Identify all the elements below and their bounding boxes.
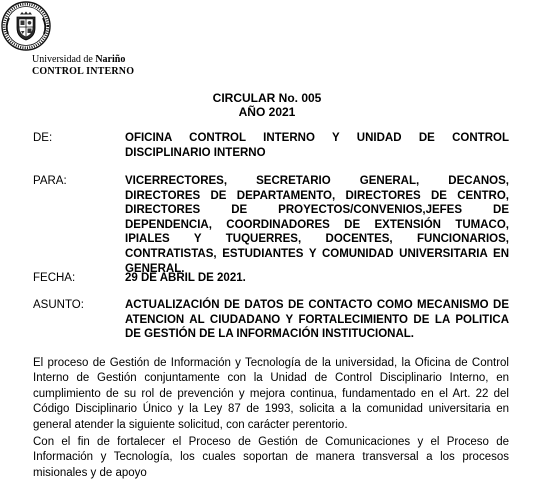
de-label: DE:: [33, 132, 53, 144]
para-value: VICERRECTORES, SECRETARIO GENERAL, DECANOS, DIRECTORES DE DEPARTAMENTO, DIRECTORES DE CENTRO, DIRECTORES DE PROYECTOS/CONVENIOS,JEFES DE DEPENDENCIA, COORDINADORES DE EXTENSIÓN TUMACO, IPIALES Y TUQUERRES, DOCENTES, FUNCIONARIOS, CONTRATISTAS, ESTUDIANTES Y COMUNIDAD UNIVERSITARIA EN GENERAL.: [125, 175, 509, 275]
office-name: CONTROL INTERNO: [32, 66, 135, 77]
circular-number: CIRCULAR No. 005: [212, 91, 322, 105]
fecha-value: 29 DE ABRIL DE 2021.: [125, 272, 246, 284]
university-seal-icon: [0, 0, 52, 52]
institution-block: [32, 54, 134, 78]
para-label: PARA:: [33, 175, 67, 187]
asunto-label: ASUNTO:: [33, 299, 84, 311]
de-value: OFICINA CONTROL INTERNO Y UNIDAD DE CONTROL DISCIPLINARIO INTERNO: [125, 132, 509, 159]
body-paragraph-2: Con el fin de fortalecer el Proceso de Gestión de Comunicaciones y el Proceso de Información y Tecnología, los cuales soportan de manera transversal a los procesos misionales y de apoyo: [33, 436, 509, 479]
asunto-value: ACTUALIZACIÓN DE DATOS DE CONTACTO COMO MECANISMO DE ATENCION AL CIUDADANO Y FORTALECIMIENTO DE LA POLITICA DE GESTIÓN DE LA INFORMACIÓN INSTITUCIONAL.: [125, 299, 509, 341]
circular-year: AÑO 2021: [238, 105, 296, 119]
institution-name: Universidad de Nariño: [32, 54, 126, 65]
fecha-label: FECHA:: [33, 272, 76, 284]
body-paragraph-1: El proceso de Gestión de Información y Tecnología de la universidad, la Oficina de Control Interno de Gestión conjuntamente con la Unidad de Control Disciplinario Interno, en cumplimiento de su rol de prevención y mejora continua, fundamentado en el Art. 22 del Código Disciplinario Único y la Ley 87 de 1993, solicita a la comunidad universitaria en general atender la siguiente solicitud, con carácter perentorio.: [33, 357, 509, 431]
